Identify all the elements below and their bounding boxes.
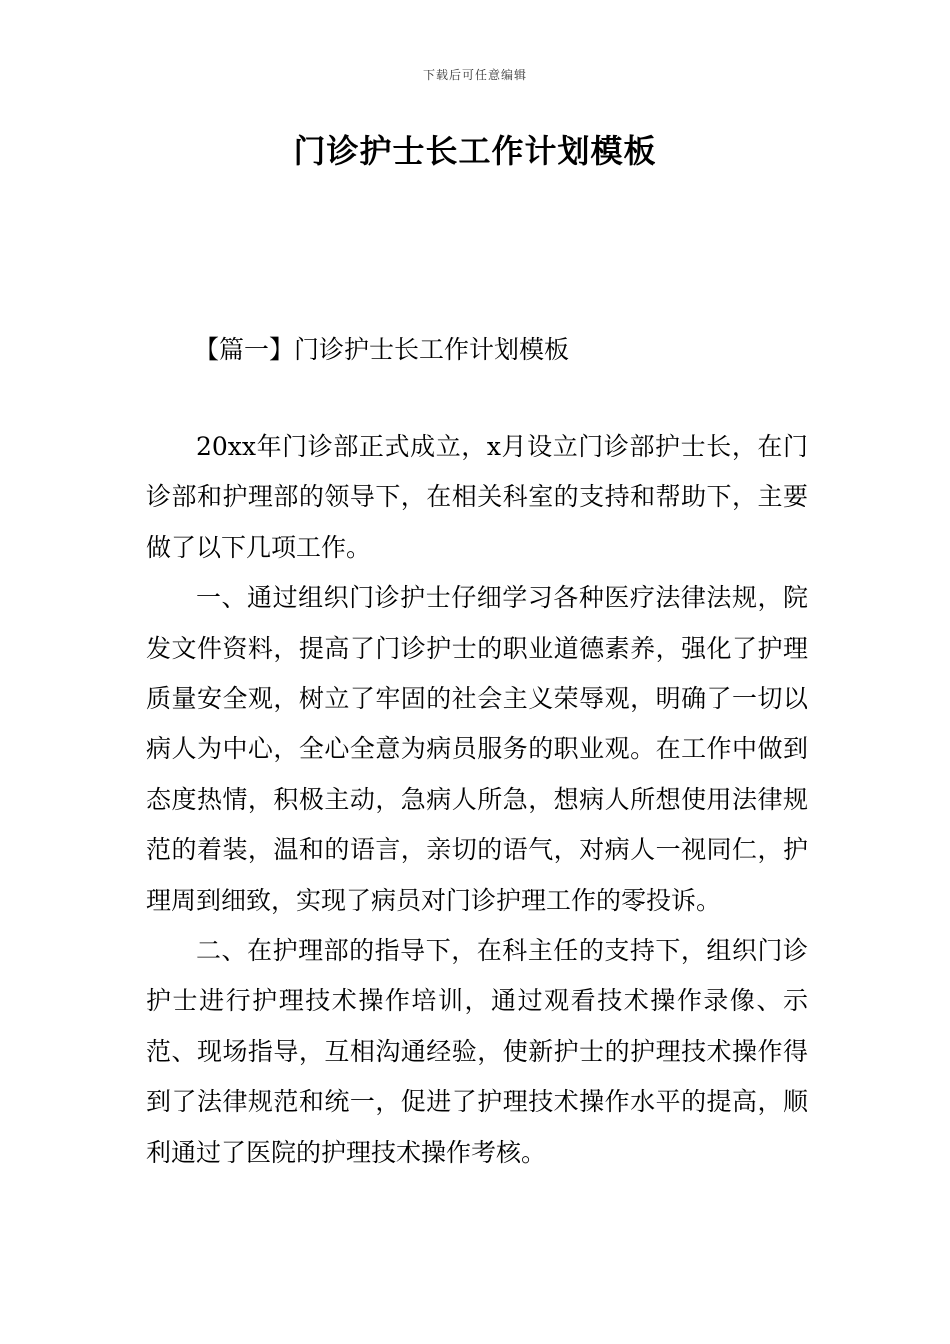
paragraph-item-1: 一、通过组织门诊护士仔细学习各种医疗法律法规，院发文件资料，提高了门诊护士的职业道德素养，强化了护理质量安全观，树立了牢固的社会主义荣辱观，明确了一切以病人为中心，全心全意为病员服务的职业观。在工作中做到态度热情，积极主动，急病人所急，想病人所想使用法律规范的着装，温和的语言，亲切的语气，对病人一视同仁，护理周到细致，实现了病员对门诊护理工作的零投诉。 [146,583,808,915]
section-heading: 【篇一】门诊护士长工作计划模板 [194,335,570,364]
document-body [146,422,808,1178]
document-title: 门诊护士长工作计划模板 [293,132,657,170]
paragraph-intro: 20xx年门诊部正式成立，x月设立门诊部护士长，在门诊部和护理部的领导下，在相关科室的支持和帮助下，主要做了以下几项工作。 [146,432,808,562]
header-note: 下载后可任意编辑 [422,68,527,82]
paragraph-item-2: 二、在护理部的指导下，在科主任的支持下，组织门诊护士进行护理技术操作培训，通过观看技术操作录像、示范、现场指导，互相沟通经验，使新护士的护理技术操作得到了法律规范和统一，促进了护理技术操作水平的提高，顺利通过了医院的护理技术操作考核。 [146,936,808,1167]
